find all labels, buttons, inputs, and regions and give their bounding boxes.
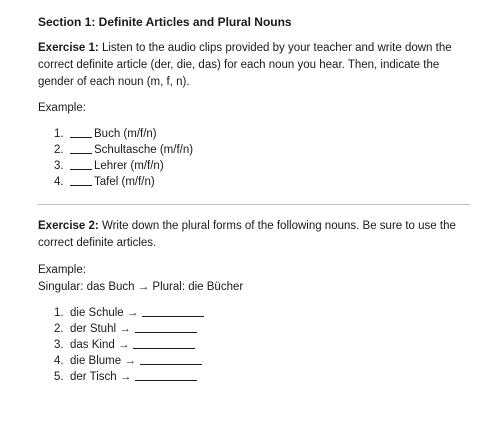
item-text: der Stuhl → [70,323,131,335]
item-text: die Schule → [70,307,139,319]
exercise1-item [54,142,470,158]
exercise2-instructions [38,218,470,252]
item-number: 1. [54,128,64,140]
answer-blank[interactable] [70,142,92,154]
answer-blank[interactable] [70,174,92,186]
item-text: Tafel (m/f/n) [94,176,155,188]
answer-blank[interactable] [142,305,204,317]
item-number: 2. [54,144,64,156]
exercise2-text: Write down the plural forms of the following nouns. Be sure to use the correct definite articles. [38,220,456,249]
answer-blank[interactable] [140,353,202,365]
item-number: 2. [54,323,64,335]
item-number: 3. [54,339,64,351]
section-title: Section 1: Definite Articles and Plural Nouns [38,15,292,29]
exercise1-item [54,126,470,142]
exercise2-item [54,337,470,353]
answer-blank[interactable] [133,337,195,349]
item-text: Lehrer (m/f/n) [94,160,164,172]
exercise2-example-line: Singular: das Buch → Plural: die Bücher [38,281,244,293]
answer-blank[interactable] [70,126,92,138]
exercise2-item [54,369,470,385]
exercise1-item [54,174,470,190]
answer-blank[interactable] [70,158,92,170]
exercise1-example-label: Example: [38,102,86,114]
answer-blank[interactable] [135,369,197,381]
exercise1-list [38,126,470,190]
exercise1-label: Exercise 1: [38,42,99,54]
item-number: 1. [54,307,64,319]
exercise1-item [54,158,470,174]
item-text: die Blume → [70,355,136,367]
worksheet [38,14,470,385]
item-text: Buch (m/f/n) [94,128,157,140]
exercise2-list [38,305,470,385]
section-divider [38,204,470,205]
item-text: der Tisch → [70,371,132,383]
item-number: 5. [54,371,64,383]
exercise2-item [54,321,470,337]
exercise2-label: Exercise 2: [38,220,99,232]
item-text: Schultasche (m/f/n) [94,144,194,156]
exercise1-text: Listen to the audio clips provided by your teacher and write down the correct definite article (der, die, das) for each noun you hear. Then, indicate the gender of each noun (m, f, n). [38,42,452,88]
exercise1-instructions [38,40,470,91]
exercise2-example-label: Example: [38,264,86,276]
item-number: 3. [54,160,64,172]
answer-blank[interactable] [135,321,197,333]
item-text: das Kind → [70,339,130,351]
item-number: 4. [54,355,64,367]
exercise2-item [54,353,470,369]
item-number: 4. [54,176,64,188]
exercise2-item [54,305,470,321]
